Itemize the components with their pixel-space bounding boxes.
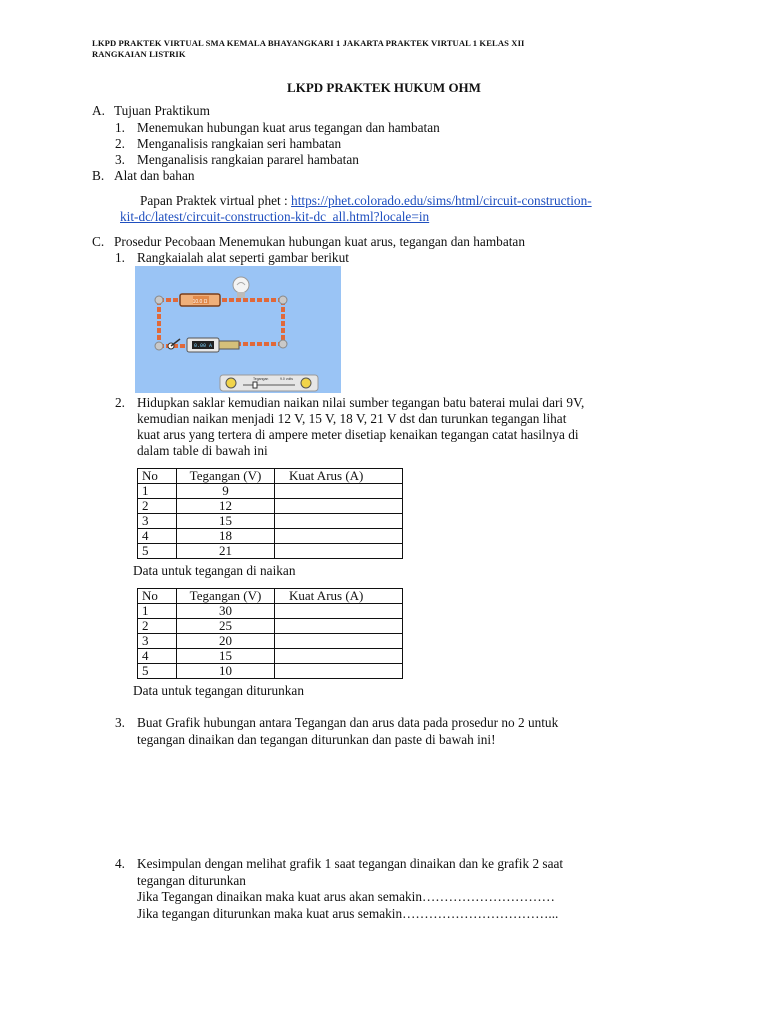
current-input-cell[interactable] <box>275 619 403 634</box>
table-row: 1 30 <box>138 604 403 619</box>
resistor-label: 10.0 Ω <box>192 299 208 305</box>
step-4-line-2: tegangan diturunkan <box>137 873 246 888</box>
table-row: 5 21 <box>138 544 403 559</box>
section-b-heading: B. Alat dan bahan <box>92 168 195 183</box>
circuit-diagram <box>135 266 341 393</box>
table-header-cell: No <box>138 469 177 484</box>
current-input-cell[interactable] <box>275 514 403 529</box>
ammeter-display: 0.00 A <box>193 343 213 349</box>
table-header-cell: Kuat Arus (A) <box>275 589 403 604</box>
table-row: 4 18 <box>138 529 403 544</box>
header-line-1: LKPD PRAKTEK VIRTUAL SMA KEMALA BHAYANGKARI 1 JAKARTA PRAKTEK VIRTUAL 1 KELAS XII <box>92 38 525 48</box>
document-header <box>92 38 652 60</box>
step-2-line-3: kuat arus yang tertera di ampere meter disetiap kenaikan tegangan catat hasilnya di <box>137 427 579 442</box>
table-row: 3 15 <box>138 514 403 529</box>
conclusion-increase: Jika Tegangan dinaikan maka kuat arus akan semakin………………………… <box>137 889 555 904</box>
header-line-2: RANGKAIAN LISTRIK <box>92 49 186 59</box>
step-2-line-4: dalam table di bawah ini <box>137 443 268 458</box>
current-input-cell[interactable] <box>275 484 403 499</box>
step-1: 1. Rangkaialah alat seperti gambar berikut <box>115 250 349 265</box>
resistor <box>180 294 220 306</box>
circuit-wires <box>159 300 283 346</box>
ammeter <box>187 338 239 352</box>
table-header-row <box>138 589 403 604</box>
slider-value: 9.0 volts <box>280 377 294 381</box>
step-3-line-2: tegangan dinaikan dan tegangan diturunkan dan paste di bawah ini! <box>137 732 496 747</box>
current-input-cell[interactable] <box>275 604 403 619</box>
switch <box>168 339 180 349</box>
conclusion-decrease: Jika tegangan diturunkan maka kuat arus semakin……………………………... <box>137 906 559 921</box>
section-c-heading: C. Prosedur Pecobaan Menemukan hubungan kuat arus, tegangan dan hambatan <box>92 234 525 249</box>
circuit-simulation-image <box>135 266 341 393</box>
step-2-line-1: 2. Hidupkan saklar kemudian naikan nilai sumber tegangan batu baterai mulai dari 9V, <box>115 395 585 410</box>
table-header-cell: No <box>138 589 177 604</box>
phet-link-line: Papan Praktek virtual phet : https://phet.colorado.edu/sims/html/circuit-construction- <box>140 193 592 208</box>
step-3-line-1: 3. Buat Grafik hubungan antara Tegangan dan arus data pada prosedur no 2 untuk <box>115 715 559 730</box>
list-item: 2. Menganalisis rangkaian seri hambatan <box>115 136 342 151</box>
phet-link-line-2 <box>120 209 429 225</box>
current-input-cell[interactable] <box>275 649 403 664</box>
current-input-cell[interactable] <box>275 634 403 649</box>
voltage-slider-thumb[interactable] <box>253 382 257 388</box>
table-header-cell: Tegangan (V) <box>177 589 275 604</box>
current-input-cell[interactable] <box>275 499 403 514</box>
table-1-caption: Data untuk tegangan di naikan <box>133 563 296 578</box>
table-row: 5 10 <box>138 664 403 679</box>
table-header-row <box>138 469 403 484</box>
section-a-heading: A. Tujuan Praktikum <box>92 103 210 118</box>
table-row: 3 20 <box>138 634 403 649</box>
table-row: 4 15 <box>138 649 403 664</box>
light-bulb <box>233 277 249 298</box>
current-input-cell[interactable] <box>275 664 403 679</box>
current-input-cell[interactable] <box>275 544 403 559</box>
table-header-cell: Tegangan (V) <box>177 469 275 484</box>
current-input-cell[interactable] <box>275 529 403 544</box>
list-item: 1. Menemukan hubungan kuat arus tegangan dan hambatan <box>115 120 440 135</box>
table-row: 2 12 <box>138 499 403 514</box>
step-4-line-1: 4. Kesimpulan dengan melihat grafik 1 saat tegangan dinaikan dan ke grafik 2 saat <box>115 856 564 871</box>
page-title: LKPD PRAKTEK HUKUM OHM <box>287 80 481 95</box>
table-row: 1 9 <box>138 484 403 499</box>
table-row: 2 25 <box>138 619 403 634</box>
phet-link[interactable]: https://phet.colorado.edu/sims/html/circuit-construction- <box>291 193 592 208</box>
phet-link-continued[interactable]: kit-dc/latest/circuit-construction-kit-dc_all.html?locale=in <box>120 209 430 224</box>
list-item: 3. Menganalisis rangkaian pararel hambatan <box>115 152 359 167</box>
table-2-caption: Data untuk tegangan diturunkan <box>133 683 304 698</box>
data-table-voltage-decreased <box>137 588 403 679</box>
step-2-line-2: kemudian naikan menjadi 12 V, 15 V, 18 V, 21 V dst dan turunkan tegangan lihat <box>137 411 567 426</box>
data-table-voltage-increased <box>137 468 403 559</box>
voltage-control-panel[interactable] <box>220 375 318 391</box>
table-header-cell: Kuat Arus (A) <box>275 469 403 484</box>
slider-label: Tegangan <box>253 377 269 381</box>
